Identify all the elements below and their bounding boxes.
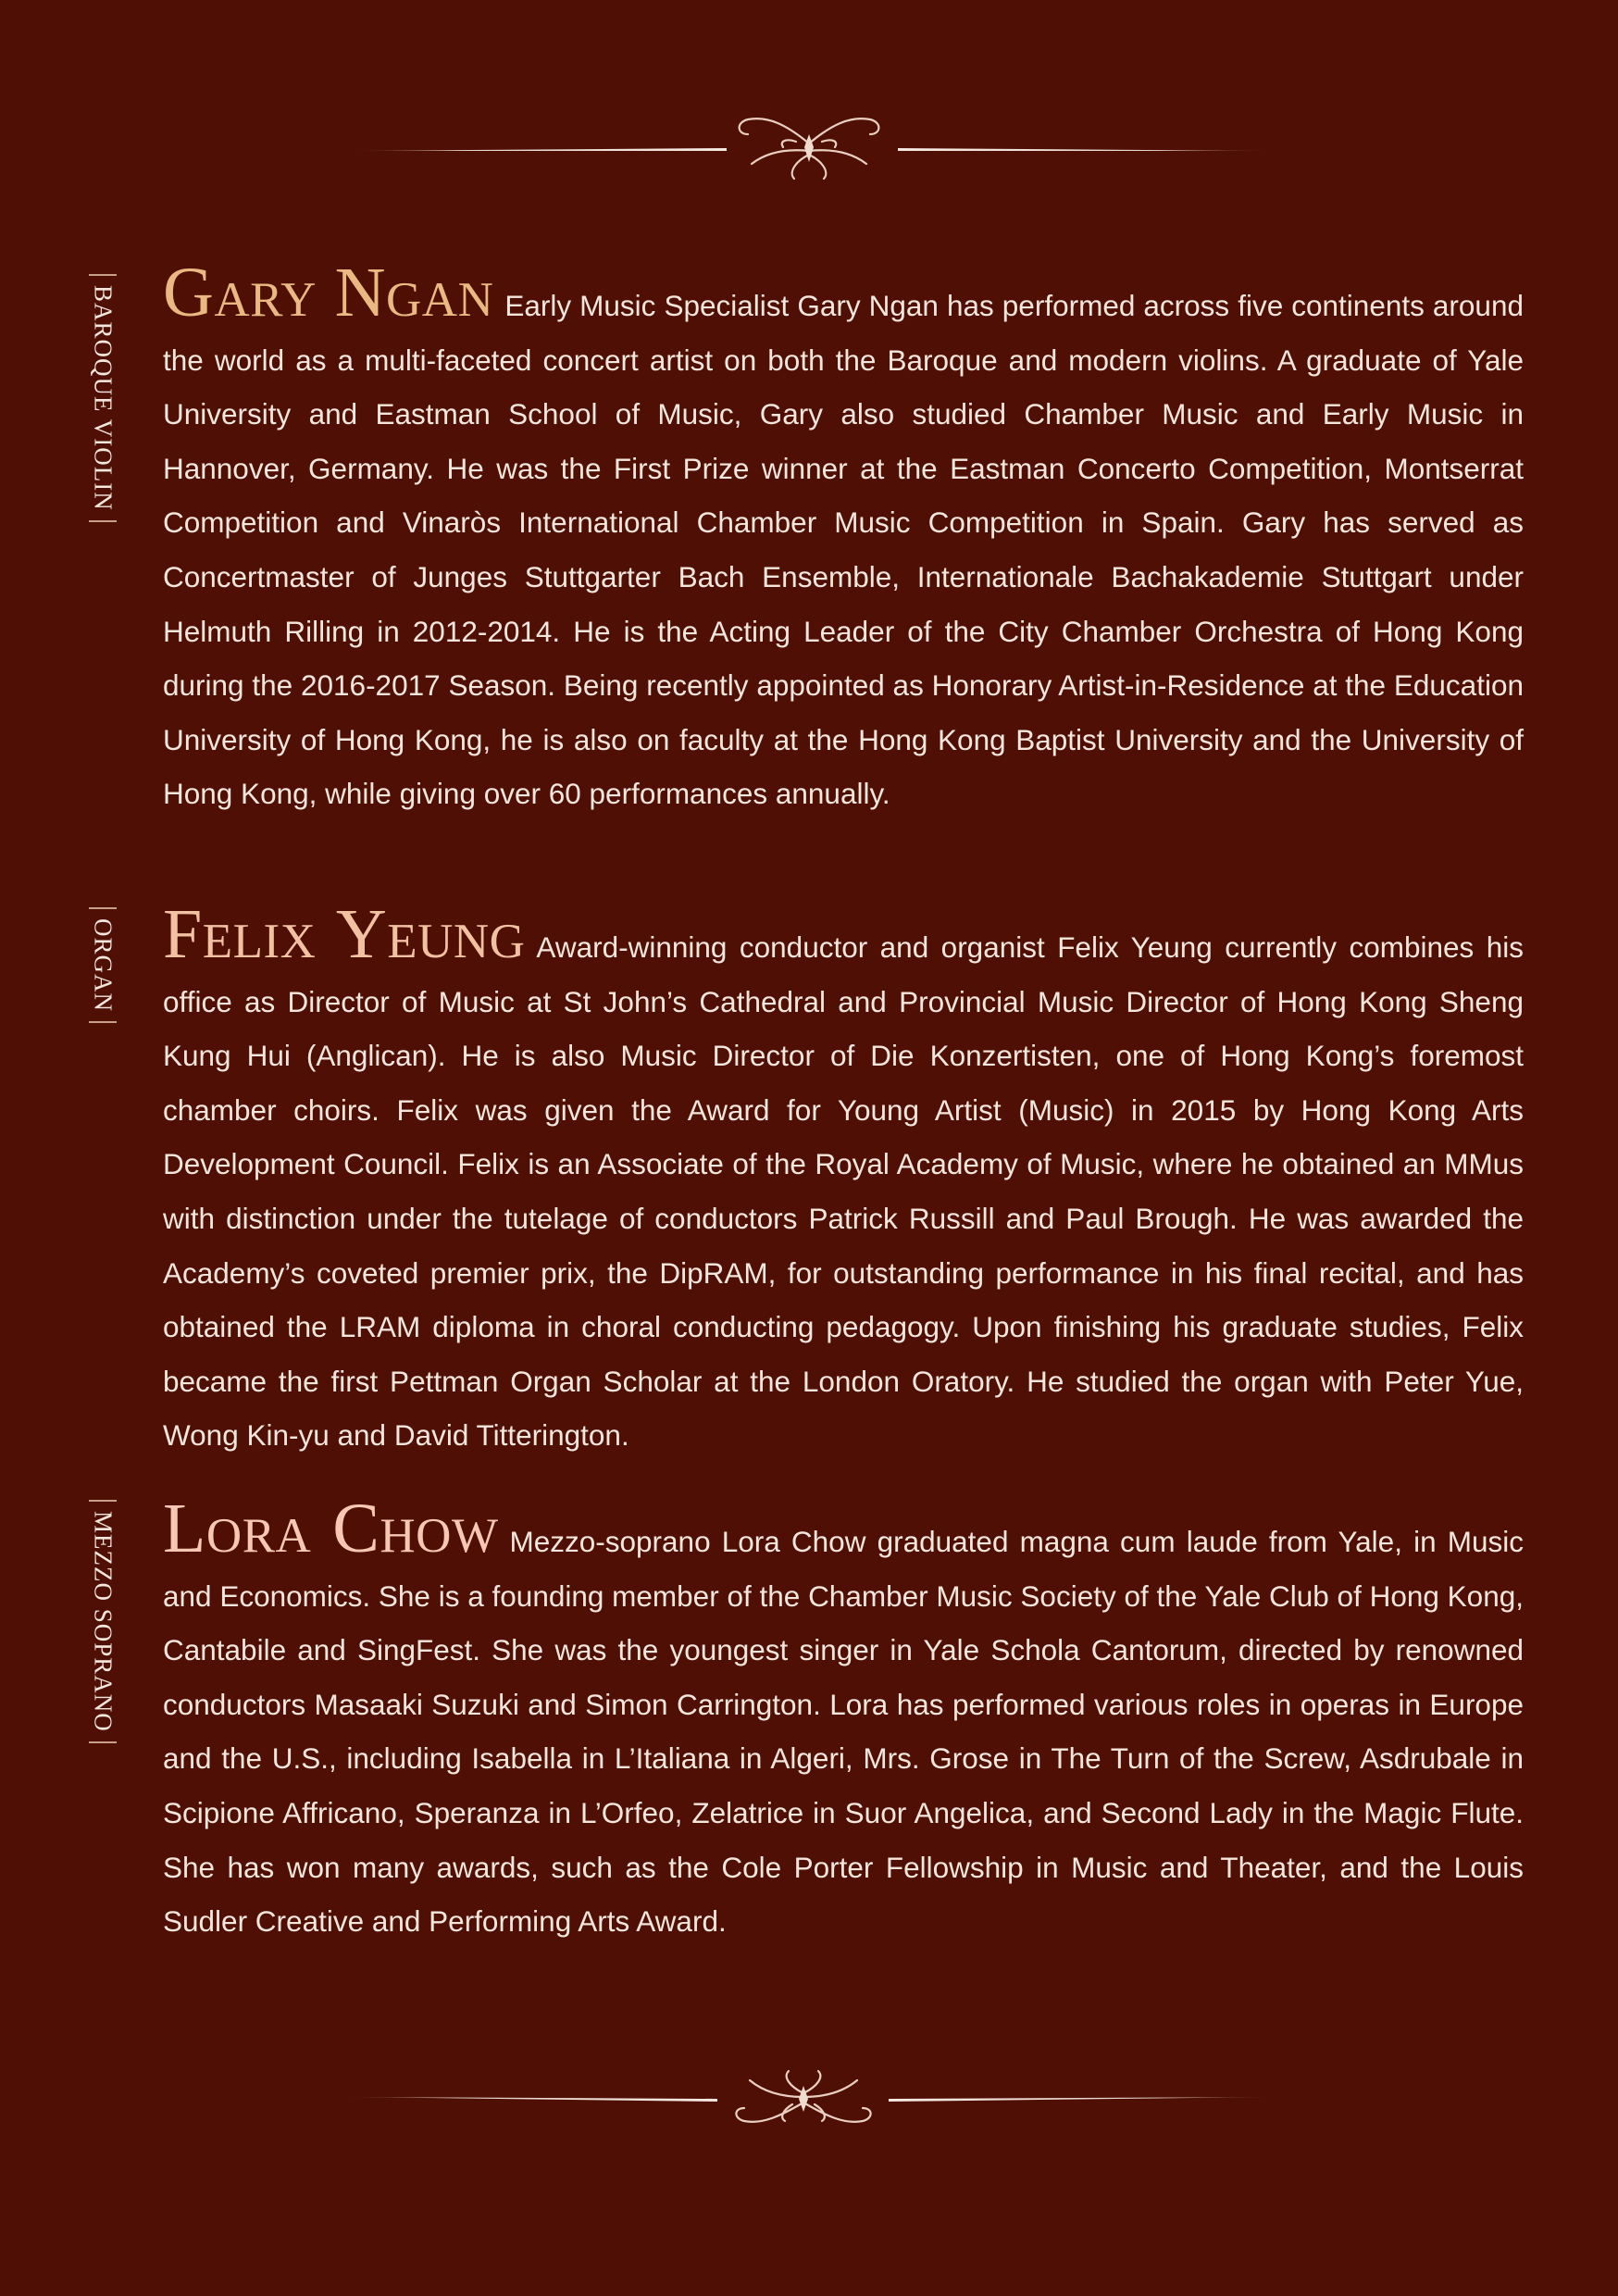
label-bottom-tick [89,1021,117,1023]
bio-paragraph [163,895,1524,1463]
instrument-label-text: ORGAN [89,918,118,1013]
artist-name: Gary Ngan [163,254,494,331]
label-bottom-tick [89,520,117,522]
label-bottom-tick [89,1741,117,1743]
bio-section-felix-yeung [163,895,1524,1463]
instrument-label-text: MEZZO SOPRANO [89,1511,118,1732]
bio-section-lora-chow [163,1490,1524,1949]
top-flourish-divider [0,97,1618,190]
bio-text: Early Music Specialist Gary Ngan has performed across five continents around the world as a multi-faceted concert artist on both the Baroque and modern violins. A graduate of Yale University and Eastman School of Music, Gary also studied Chamber Music and Early Music in Hannover, Germany. He was the First Prize winner at the Eastman Concerto Competition, Montserrat Competition and Vinaròs International Chamber Music Competition in Spain. Gary has served as Concertmaster of Junges Stuttgarter Bach Ensemble, Internationale Bachakademie Stuttgart under Helmuth Rilling in 2012-2014. He is the Acting Leader of the City Chamber Orchestra of Hong Kong during the 2016-2017 Season. Being recently appointed as Honorary Artist-in-Residence at the Education University of Hong Kong, he is also on faculty at the Hong Kong Baptist University and the University of Hong Kong, while giving over 60 performances annually. [163,289,1524,811]
instrument-label-mezzo-soprano [85,1500,120,1743]
bio-text: Mezzo-soprano Lora Chow graduated magna cum laude from Yale, in Music and Economics. She is a founding member of the Chamber Music Society of the Yale Club of Hong Kong, Cantabile and SingFest. She was the youngest singer in Yale Schola Cantorum, directed by renowned conductors Masaaki Suzuki and Simon Carrington. Lora has performed various roles in operas in Europe and the U.S., including Isabella in L’Italiana in Algeri, Mrs. Grose in The Turn of the Screw, Asdrubale in Scipione Affricano, Speranza in L’Orfeo, Zelatrice in Suor Angelica, and Second Lady in the Magic Flute. She has won many awards, such as the Cole Porter Fellowship in Music and Theater, and the Louis Sudler Creative and Performing Arts Award. [163,1525,1524,1939]
artist-name: Felix Yeung [163,895,526,973]
bottom-flourish-divider [0,2060,1618,2152]
bio-text: Award-winning conductor and organist Felix Yeung currently combines his office as Director of Music at St John’s Cathedral and Provincial Music Director of Hong Kong Sheng Kung Hui (Anglican). He is also Music Director of Die Konzertisten, one of Hong Kong’s foremost chamber choirs. Felix was given the Award for Young Artist (Music) in 2015 by Hong Kong Arts Development Council. Felix is an Associate of the Royal Academy of Music, where he obtained an MMus with distinction under the tutelage of conductors Patrick Russill and Paul Brough. He was awarded the Academy’s coveted premier prix, the DipRAM, for outstanding performance in his final recital, and has obtained the LRAM diploma in choral conducting pedagogy. Upon finishing his graduate studies, Felix became the first Pettman Organ Scholar at the London Oratory. He studied the organ with Peter Yue, Wong Kin-yu and David Titterington. [163,930,1524,1453]
instrument-label-text: BAROQUE VIOLIN [89,285,118,511]
bio-paragraph [163,254,1524,821]
instrument-label-organ [85,907,120,1023]
instrument-label-baroque-violin [85,274,120,522]
artist-name: Lora Chow [163,1490,499,1567]
bio-paragraph [163,1490,1524,1949]
bio-section-gary-ngan [163,254,1524,821]
